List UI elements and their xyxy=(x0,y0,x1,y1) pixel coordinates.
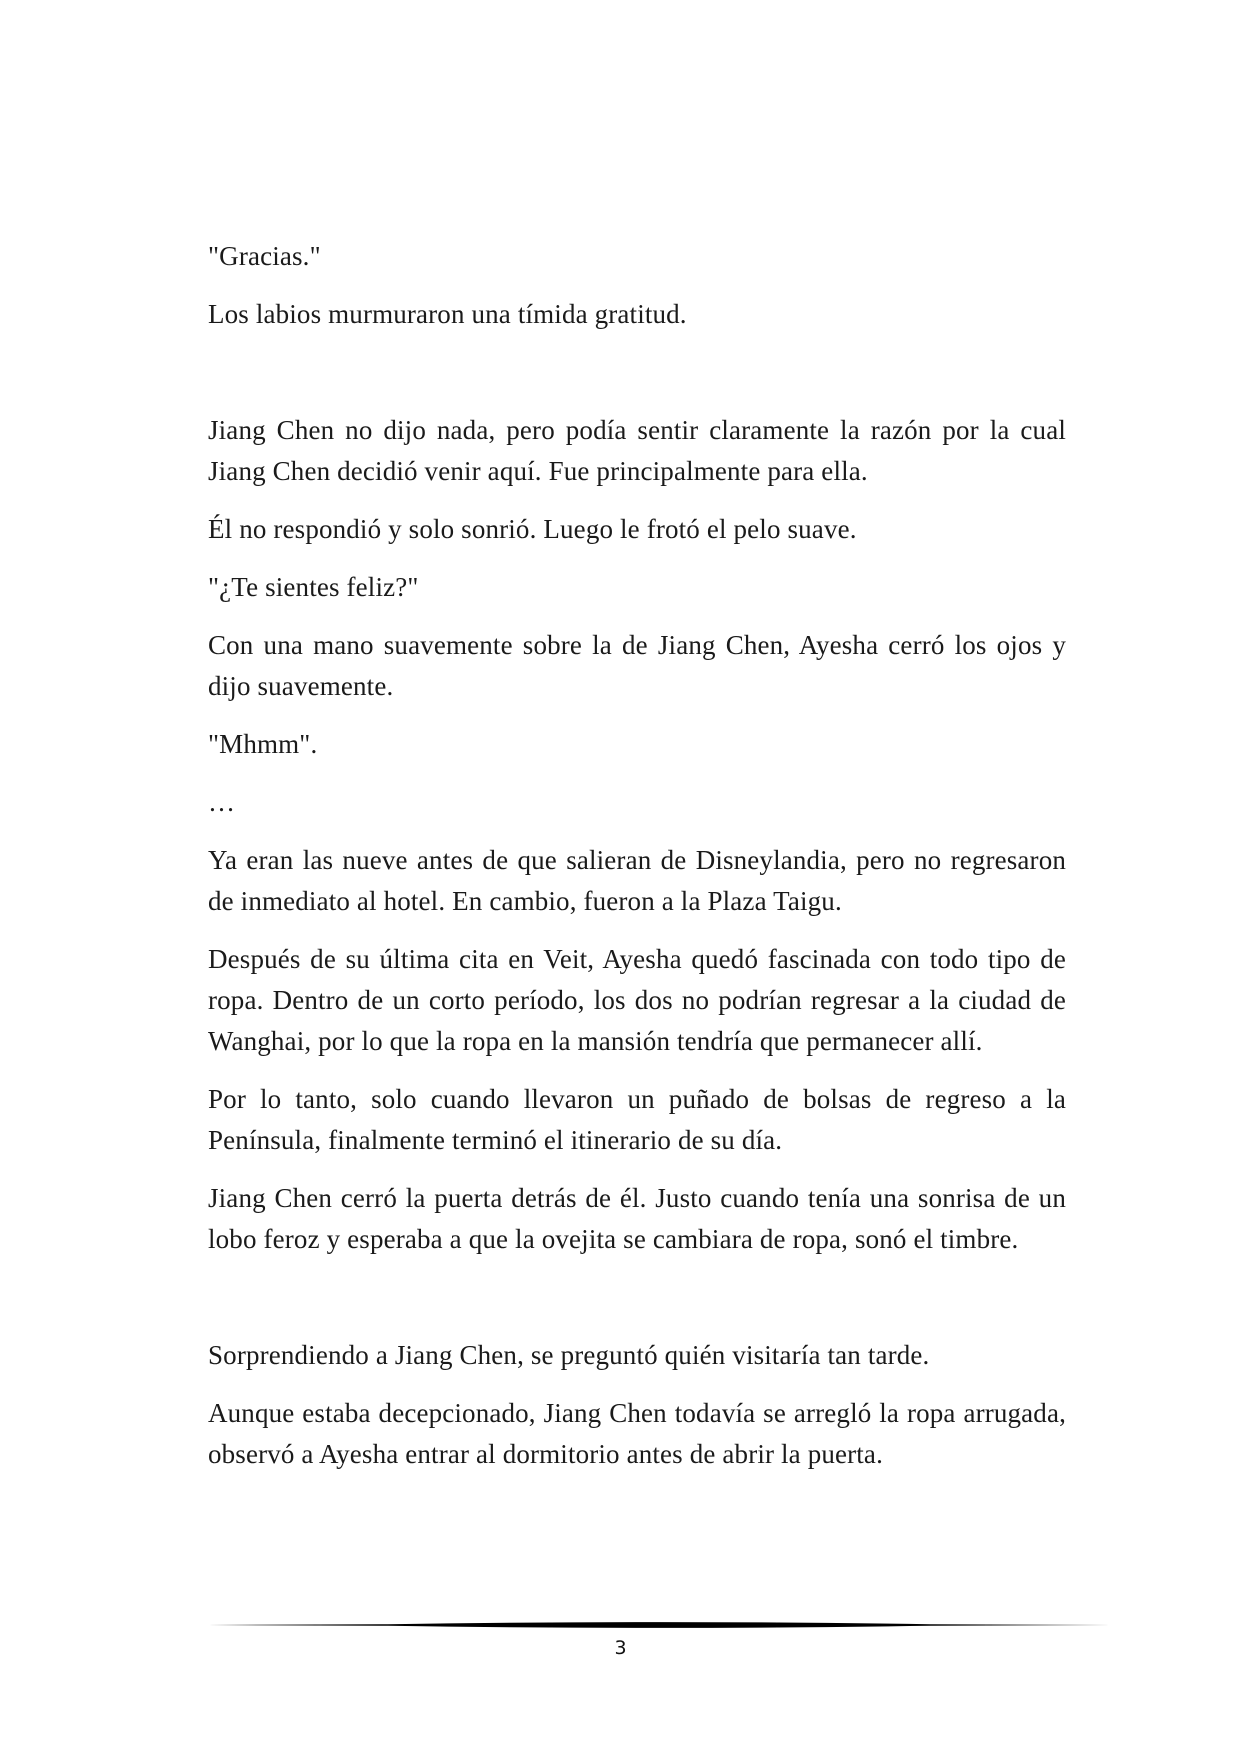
footer-divider-shape xyxy=(208,1622,1111,1628)
paragraph: Por lo tanto, solo cuando llevaron un puñado de bolsas de regreso a la Península, finalmente terminó el itinerario de su día. xyxy=(208,1084,1066,1155)
paragraph: Los labios murmuraron una tímida gratitud. xyxy=(208,299,687,329)
page-number: 3 xyxy=(614,1637,627,1659)
paragraph: "Mhmm". xyxy=(208,729,318,759)
paragraph: Ya eran las nueve antes de que salieran de Disneylandia, pero no regresaron de inmediato al hotel. En cambio, fueron a la Plaza Taigu. xyxy=(208,845,1066,916)
paragraph: Jiang Chen cerró la puerta detrás de él. Justo cuando tenía una sonrisa de un lobo feroz y esperaba a que la ovejita se cambiara de ropa, sonó el timbre. xyxy=(208,1183,1066,1254)
page-body xyxy=(208,236,1066,1475)
paragraph: Después de su última cita en Veit, Ayesha quedó fascinada con todo tipo de ropa. Dentro de un corto período, los dos no podrían regresar a la ciudad de Wanghai, por lo que la ropa en la mansión tendría que permanecer allí. xyxy=(208,944,1066,1056)
paragraph: Jiang Chen no dijo nada, pero podía sentir claramente la razón por la cual Jiang Chen decidió venir aquí. Fue principalmente para ella. xyxy=(208,415,1066,486)
paragraph: Con una mano suavemente sobre la de Jiang Chen, Ayesha cerró los ojos y dijo suavemente. xyxy=(208,630,1066,701)
paragraph: "Gracias." xyxy=(208,241,321,271)
paragraph: Aunque estaba decepcionado, Jiang Chen todavía se arregló la ropa arrugada, observó a Ayesha entrar al dormitorio antes de abrir la puerta. xyxy=(208,1398,1066,1469)
paragraph: Sorprendiendo a Jiang Chen, se preguntó quién visitaría tan tarde. xyxy=(208,1340,930,1370)
paragraph: Él no respondió y solo sonrió. Luego le frotó el pelo suave. xyxy=(208,514,857,544)
paragraph: "¿Te sientes feliz?" xyxy=(208,572,419,602)
paragraph: … xyxy=(208,787,236,817)
footer-divider-rule xyxy=(208,1620,1111,1630)
